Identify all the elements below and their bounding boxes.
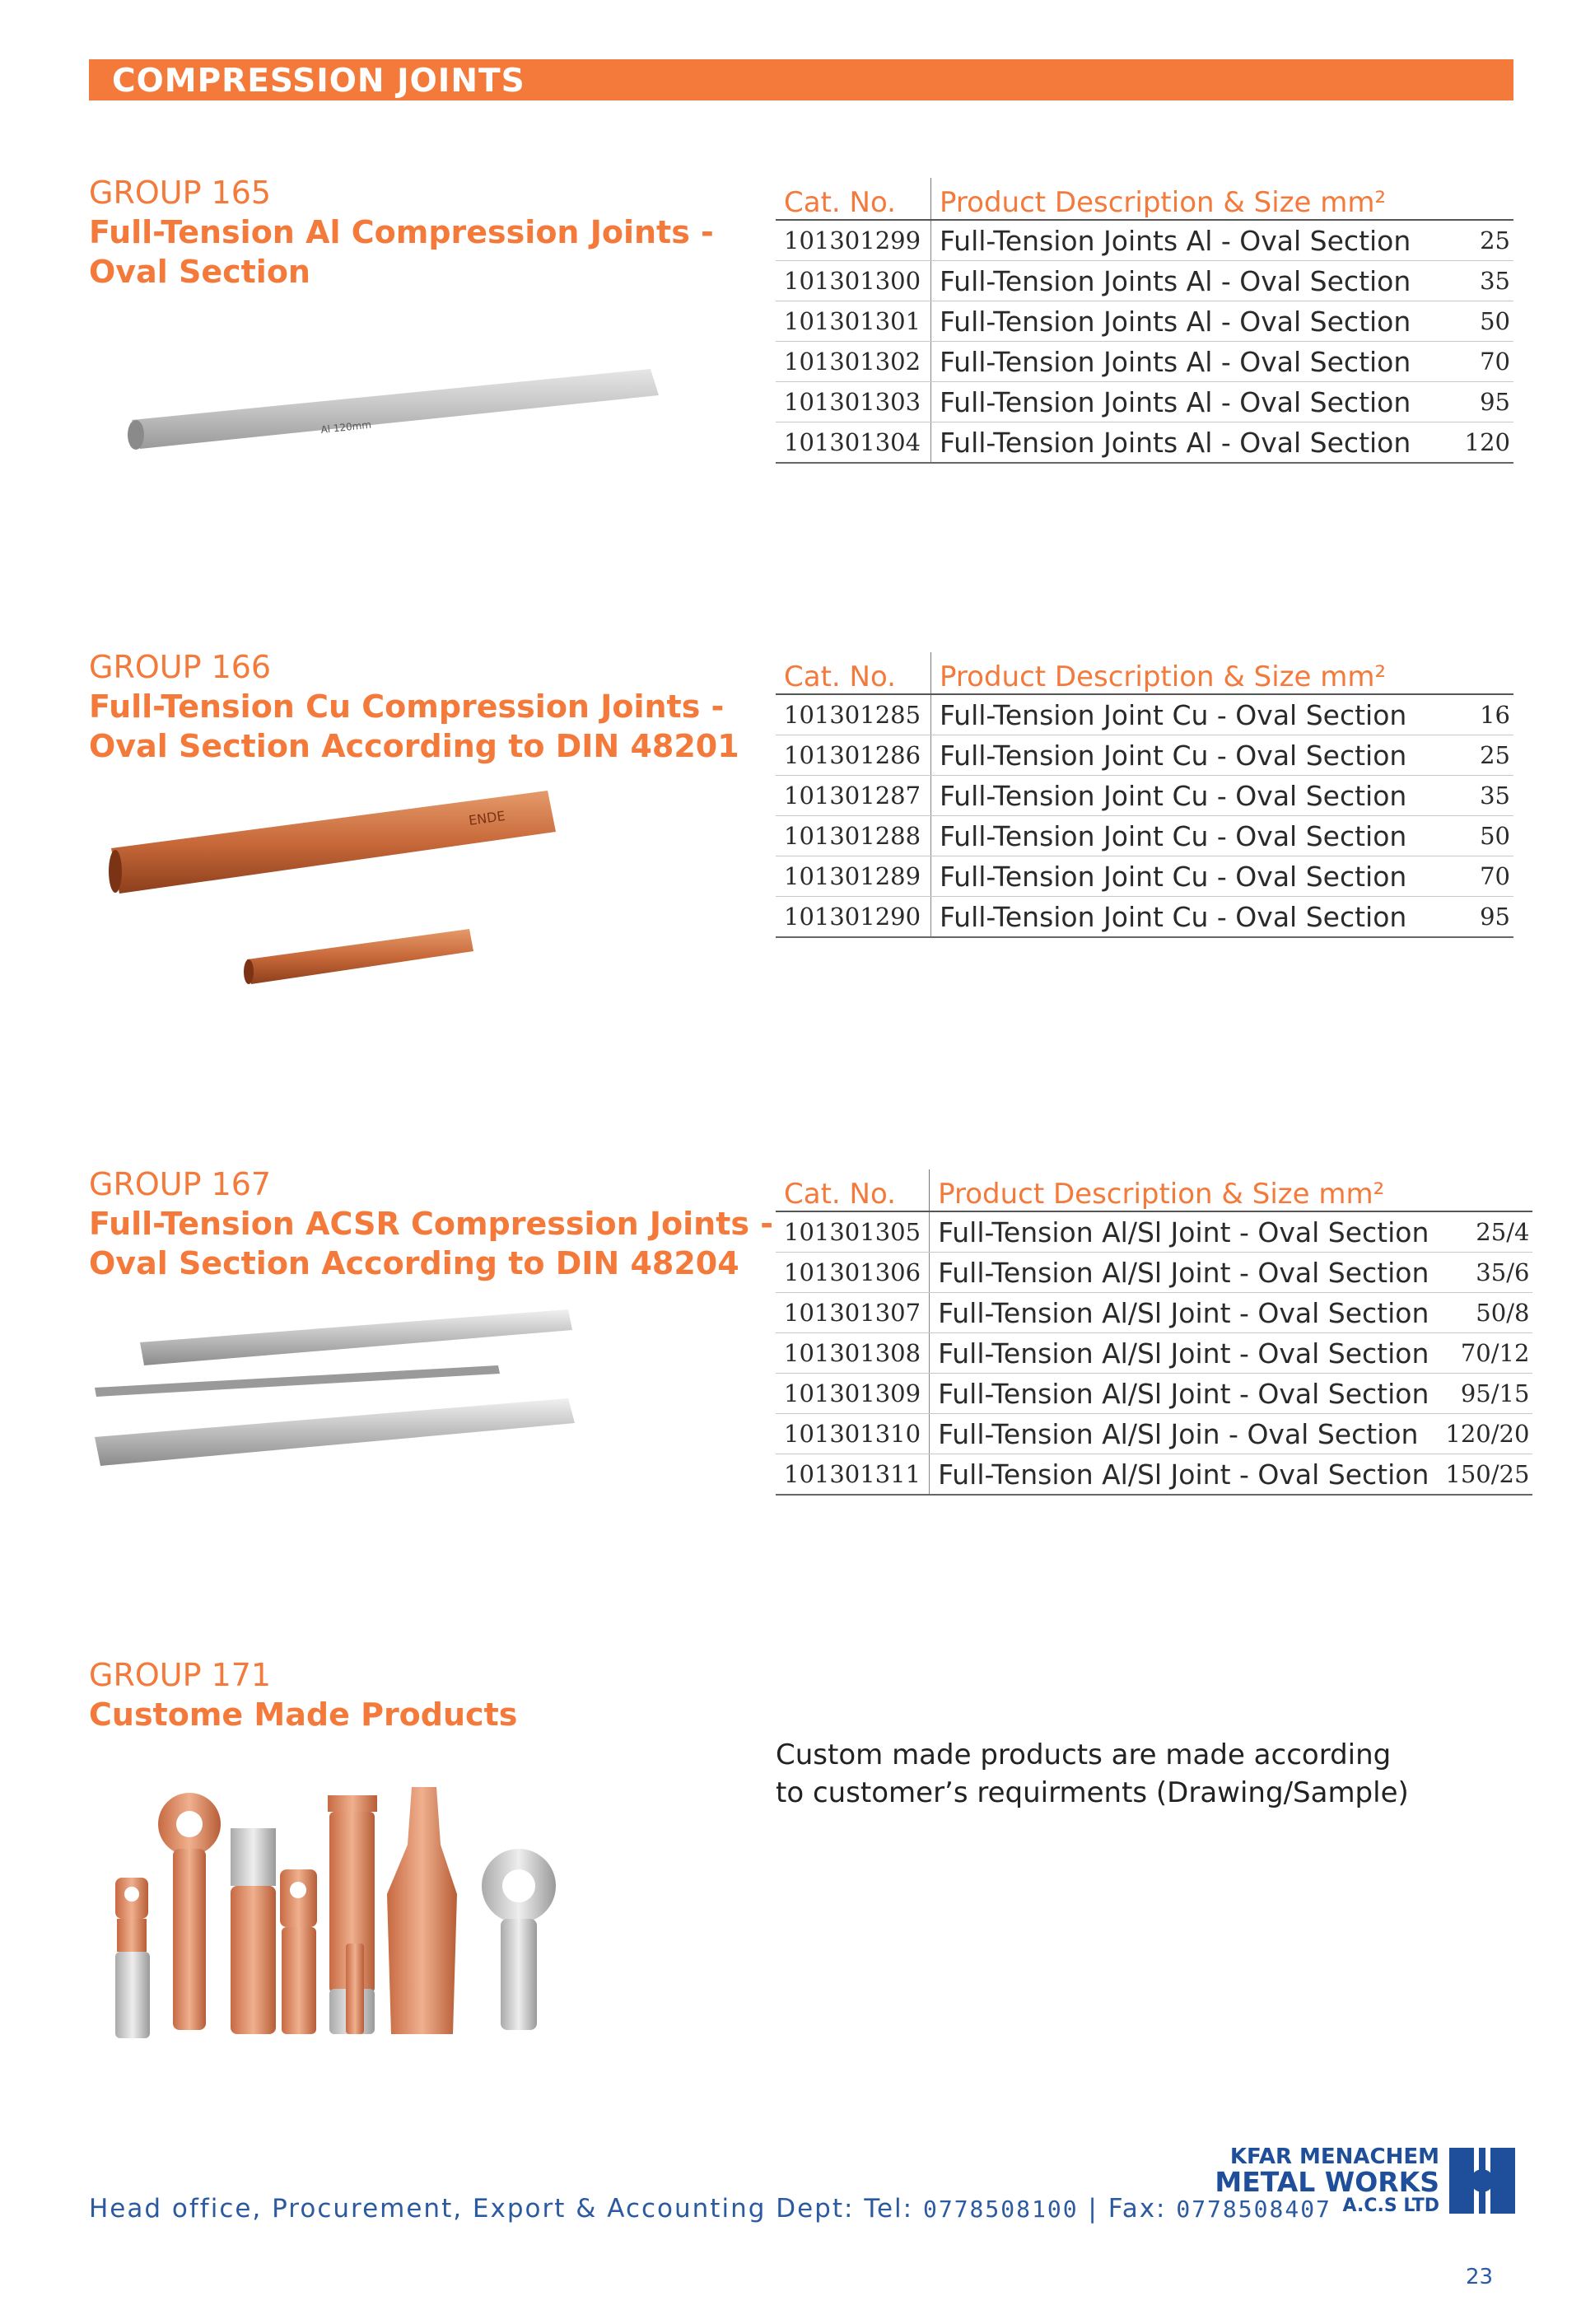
table-row: 101301311 Full-Tension Al/Sl Joint - Oval Section 150/25 — [776, 1454, 1532, 1496]
table-row: 101301306 Full-Tension Al/Sl Joint - Oval Section 35/6 — [776, 1253, 1532, 1293]
col-cat-no: Cat. No. — [776, 1169, 930, 1211]
group-165-table — [776, 178, 1513, 464]
col-cat-no: Cat. No. — [776, 652, 931, 694]
group-number: GROUP 167 — [89, 1166, 272, 1202]
group-171-heading — [89, 1655, 517, 1734]
table-row: 101301309 Full-Tension Al/Sl Joint - Oval Section 95/15 — [776, 1374, 1532, 1414]
table-row: 101301302 Full-Tension Joints Al - Oval Section 70 — [776, 342, 1513, 382]
col-description: Product Description & Size mm² — [931, 178, 1514, 220]
table-row: 101301303 Full-Tension Joints Al - Oval Section 95 — [776, 382, 1513, 422]
page-number: 23 — [1466, 2265, 1494, 2289]
section-title: COMPRESSION JOINTS — [112, 63, 525, 100]
logo-mark-icon — [1449, 2148, 1515, 2214]
group-title: Full-Tension ACSR Compression Joints - Oval Section According to DIN 48204 — [89, 1206, 774, 1281]
col-description: Product Description & Size mm² — [930, 1169, 1533, 1211]
table-row: 101301286 Full-Tension Joint Cu - Oval Section 25 — [776, 735, 1513, 776]
col-description: Product Description & Size mm² — [931, 652, 1514, 694]
table-row: 101301310 Full-Tension Al/Sl Join - Oval Section 120/20 — [776, 1414, 1532, 1454]
group-number: GROUP 171 — [89, 1657, 272, 1693]
footer-fax: 0778508407 — [1176, 2196, 1331, 2223]
al-stamp: Al 120mm — [319, 418, 372, 436]
table-row: 101301305 Full-Tension Al/Sl Joint - Oval Section 25/4 — [776, 1211, 1532, 1253]
table-row: 101301308 Full-Tension Al/Sl Joint - Oval Section 70/12 — [776, 1333, 1532, 1374]
al-oval-joint-image — [124, 362, 667, 469]
company-logo: KFAR MENACHEM METAL WORKS A.C.S LTD — [1268, 2144, 1515, 2210]
cu-stamp: ENDE — [467, 807, 506, 828]
table-row: 101301289 Full-Tension Joint Cu - Oval Section 70 — [776, 856, 1513, 897]
table-row: 101301290 Full-Tension Joint Cu - Oval Section 95 — [776, 897, 1513, 938]
footer-tel: 0778508100 — [922, 2196, 1079, 2223]
section-banner — [89, 59, 1513, 100]
group-167-table — [776, 1169, 1532, 1496]
group-title: Full-Tension Cu Compression Joints - Oval Section According to DIN 48201 — [89, 688, 739, 764]
group-number: GROUP 166 — [89, 649, 272, 685]
table-row: 101301304 Full-Tension Joints Al - Oval Section 120 — [776, 422, 1513, 464]
cu-oval-joint-image — [107, 782, 568, 996]
col-cat-no: Cat. No. — [776, 178, 931, 220]
group-165-heading — [89, 173, 714, 292]
group-166-heading — [89, 647, 739, 766]
table-row: 101301288 Full-Tension Joint Cu - Oval Section 50 — [776, 816, 1513, 856]
table-row: 101301307 Full-Tension Al/Sl Joint - Oval Section 50/8 — [776, 1293, 1532, 1333]
footer-contact: Head office, Procurement, Export & Accounting Dept: Tel: 0778508100 | Fax: 0778508407 — [89, 2194, 1331, 2224]
custom-products-text: Custom made products are made according to customer’s requirments (Drawing/Sample) — [776, 1738, 1409, 1809]
table-row: 101301299 Full-Tension Joints Al - Oval Section 25 — [776, 220, 1513, 261]
group-166-table — [776, 652, 1513, 938]
table-row: 101301287 Full-Tension Joint Cu - Oval Section 35 — [776, 776, 1513, 816]
group-title: Full-Tension Al Compression Joints - Oval Section — [89, 214, 714, 290]
group-number: GROUP 165 — [89, 175, 272, 211]
custom-lugs-image — [107, 1779, 651, 2051]
table-row: 101301285 Full-Tension Joint Cu - Oval Section 16 — [776, 694, 1513, 735]
table-row: 101301300 Full-Tension Joints Al - Oval Section 35 — [776, 261, 1513, 301]
group-title: Custome Made Products — [89, 1696, 518, 1733]
group-167-heading — [89, 1164, 773, 1283]
table-row: 101301301 Full-Tension Joints Al - Oval Section 50 — [776, 301, 1513, 342]
acsr-joint-image — [91, 1301, 585, 1491]
